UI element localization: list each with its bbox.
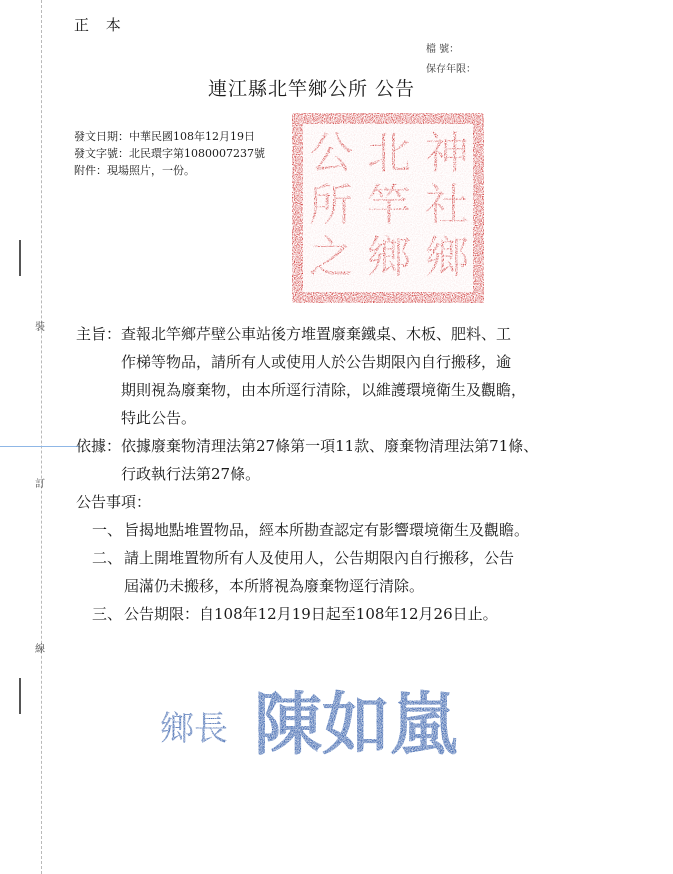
item-line: 公告期限：自108年12月19日起至108年12月26日止。 xyxy=(124,605,498,623)
item-line: 屆滿仍未搬移，本所將視為廢棄物逕行清除。 xyxy=(124,577,425,595)
basis-label: 依據： xyxy=(76,437,122,455)
subject-line: 作梯等物品，請所有人或使用人於公告期限內自行搬移，逾 xyxy=(121,353,512,371)
binding-char-xian: 線 xyxy=(35,644,45,655)
file-number-label: 檔 號： xyxy=(426,44,460,55)
item-line: 請上開堆置物所有人及使用人，公告期限內自行搬移，公告 xyxy=(124,549,515,567)
attachment-note: 附件：現場照片，一份。 xyxy=(74,164,195,177)
subject-line: 特此公告。 xyxy=(121,409,197,427)
item-number: 三、 xyxy=(92,605,123,623)
margin-mark xyxy=(19,240,21,276)
mayor-signature xyxy=(158,676,498,760)
basis-line: 行政執行法第27條。 xyxy=(121,465,261,483)
seal-text-col3: 公所之 xyxy=(309,128,353,283)
subject-line: 查報北竿鄉芹壁公車站後方堆置廢棄鐵桌、木板、肥料、工 xyxy=(121,325,512,343)
scan-line xyxy=(0,446,80,447)
binding-char-zhuang: 裝 xyxy=(35,322,45,333)
official-seal-stamp xyxy=(289,110,487,306)
issue-date: 發文日期：中華民國108年12月19日 xyxy=(74,130,255,143)
signature-title: 鄉長 xyxy=(160,709,228,749)
basis-line: 依據廢棄物清理法第27條第一項11款、廢棄物清理法第71條、 xyxy=(121,437,539,455)
subject-line: 期則視為廢棄物，由本所逕行清除，以維護環境衛生及觀瞻， xyxy=(121,381,527,399)
seal-text-col2: 北竿鄉 xyxy=(367,128,411,283)
seal-text-col1: 神社鄉 xyxy=(425,128,469,283)
retention-label: 保存年限： xyxy=(426,64,476,75)
item-line: 旨揭地點堆置物品，經本所勘查認定有影響環境衛生及觀瞻。 xyxy=(124,521,530,539)
binding-char-ding: 訂 xyxy=(35,479,45,490)
copy-mark: 正 本 xyxy=(74,16,127,34)
page-title: 連江縣北竿鄉公所 公告 xyxy=(208,78,416,100)
document-number: 發文字號：北民環字第1080007237號 xyxy=(74,147,265,160)
binding-line xyxy=(41,0,42,874)
margin-mark xyxy=(19,678,21,714)
item-number: 二、 xyxy=(92,549,123,567)
subject-label: 主旨： xyxy=(76,325,122,343)
signature-name: 陳如嵐 xyxy=(254,685,459,760)
item-number: 一、 xyxy=(92,521,123,539)
items-heading: 公告事項： xyxy=(76,493,152,511)
